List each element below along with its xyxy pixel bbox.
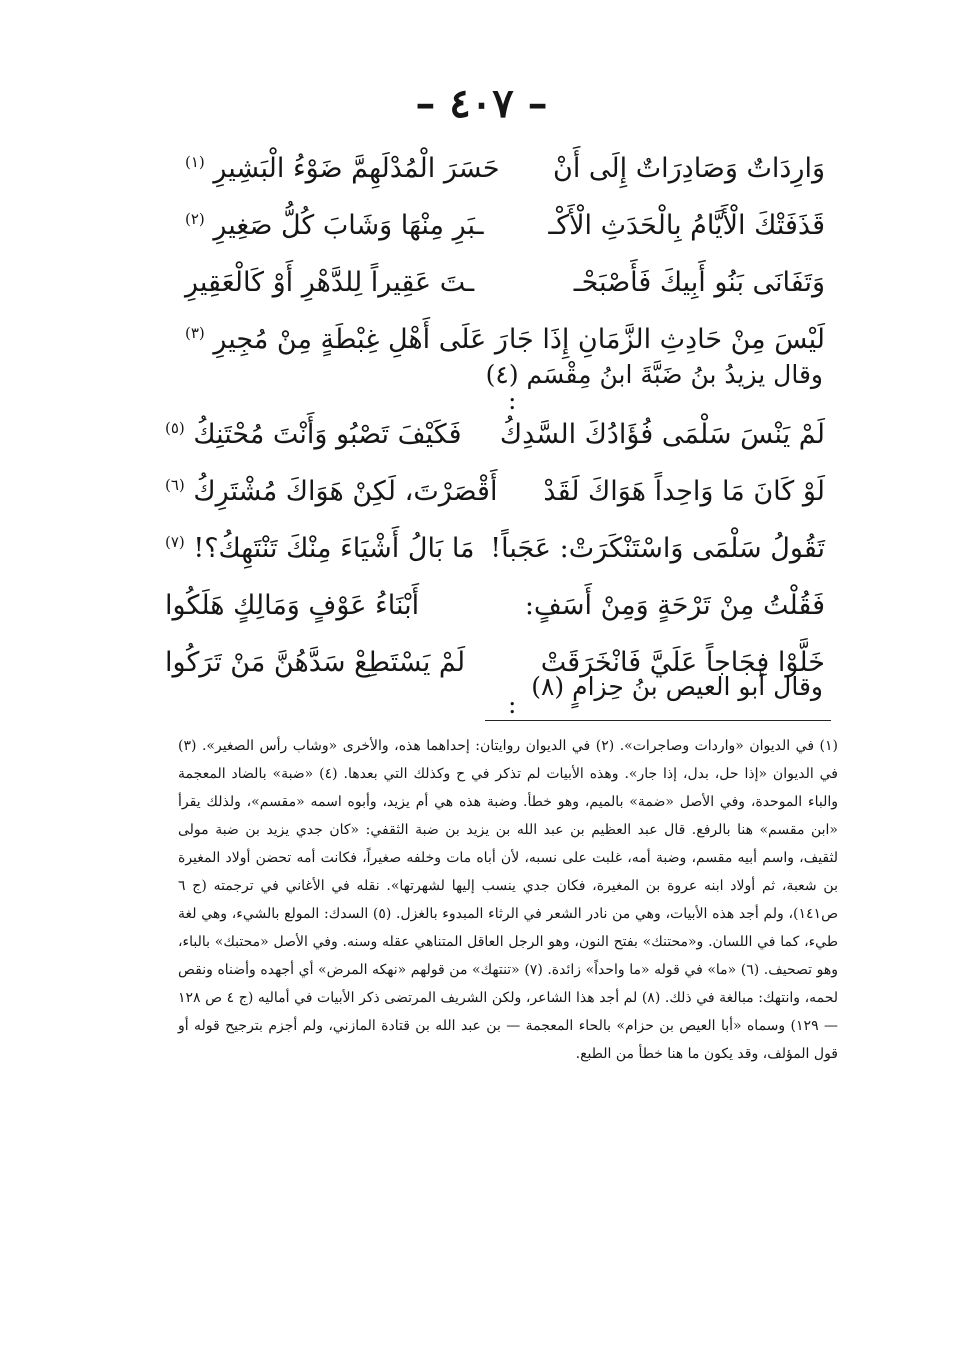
verse-first-hemistich: وَارِدَاتٌ وَصَادِرَاتٌ إِلَى أَنْ	[552, 153, 825, 184]
footnote-divider	[485, 720, 831, 721]
verse-first-hemistich: فَقُلْتُ مِنْ تَرْحَةٍ وَمِنْ أَسَفٍ:	[524, 590, 825, 621]
verse	[185, 140, 825, 197]
verse	[165, 463, 825, 520]
verse	[185, 197, 825, 254]
footnote-marker: (٦)	[165, 476, 185, 494]
hemistich-text: رَ عَلَى أَهْلِ غِبْطَةٍ مِنْ مُجِيرِ	[213, 324, 508, 355]
footnotes-text: (١) في الديوان «واردات وصاجرات». (٢) في الديوان روايتان: إحداهما هذه، والأخرى «وشاب رأس الصغير». (٣) في الديوان «إذا حل، بدل، إذا جار». وهذه الأبيات لم تذكر في ح وكذلك التي بعدها. (٤) «ضبة» بالضاد المعجمة والباء الموحدة، وفي الأصل «ضمة» بالميم، وهو خطأ. وضبة هذه هي أم يزيد، وأبوه اسمه «مقسم»، ولذلك يقرأ «ابن مقسم» هنا بالرفع. قال عبد العظيم بن عبد الله بن يزيد بن ضبة الثقفي: «كان جدي يزيد بن ضبة مولى لثقيف، واسم أبيه مقسم، وضبة أمه، غلبت على نسبه، لأن أباه مات وخلفه صغيراً، فكانت أمه تحضن أولاد المغيرة بن شعبة، ثم أولاد ابنه عروة بن المغيرة، فكان جدي ينسب إليها لشهرتها». نقله في الأغاني في ترجمته (ج ٦ ص١٤١)، ولم أجد هذه الأبيات، وهي من نادر الشعر في الرثاء المبدوء بالغزل. (٥) السدك: المولع بالشيء، وهي لغة طيء، كما في اللسان. و«محتنك» بفتح النون، وهو الرجل العاقل المتناهي عقله وسنه. وفي الأصل «محتبك» بالباء، وهو تصحيف. (٦) «ما» في قوله «ما واحداً» زائدة. (٧) «تنتهك» من قولهم «نهكه المرض» أي أجهده وأضناه ونقص لحمه، وانتهك: مبالغة في ذلك. (٨) لم أجد هذا الشاعر، ولكن الشريف المرتضى ذكر الأبيات في أماليه (ج ٤ ص ١٢٨ — ١٢٩) وسماه «أبا العيص بن حزام» بالحاء المعجمة — بن عبد الله بن قتادة المازني، ولم أجزم بترجيح قوله أو قول المؤلف، وقد يكون ما هنا خطأ من الطبع.	[178, 738, 838, 1062]
verse-second-hemistich	[185, 267, 474, 298]
verse-first-hemistich: قَذَفَتْكَ الْأَيَّامُ بِالْحَدَثِ الْأَكْـ	[548, 210, 825, 241]
verse-second-hemistich	[165, 419, 462, 450]
footnote-marker: (٢)	[185, 210, 205, 228]
hemistich-text: فَكَيْفَ تَصْبُو وَأَنْتَ مُحْتَنِكُ	[193, 419, 462, 450]
hemistich-text: أَبْنَاءُ عَوْفٍ وَمَالِكٍ هَلَكُوا	[165, 590, 420, 621]
verse	[165, 577, 825, 634]
poem-1	[185, 140, 825, 368]
verse-first-hemistich: وَتَفَانَى بَنُو أَبِيكَ فَأَصْبَحْـ	[573, 267, 825, 298]
footnote-marker: (٣)	[185, 324, 205, 342]
footnote-marker: (١)	[185, 153, 205, 171]
verse-first-hemistich: لَوْ كَانَ مَا وَاحِداً هَوَاكَ لَقَدْ	[543, 476, 825, 507]
verse-second-hemistich	[165, 647, 465, 678]
verse	[165, 406, 825, 463]
hemistich-text: أَقْصَرْتَ، لَكِنْ هَوَاكَ مُشْتَرِكُ	[193, 476, 498, 507]
poem-2-introduction: وقال يزيدُ بنُ ضَبَّةَ ابنُ مِقْسَم (٤)	[485, 360, 823, 389]
verse	[185, 254, 825, 311]
poem-3-introduction: وقال أبو العيص بنُ حِزامٍ (٨)	[531, 672, 823, 701]
page-number: – ٤٠٧ –	[415, 80, 548, 127]
verse-first-hemistich: لَيْسَ مِنْ حَادِثِ الزَّمَانِ إِذَا جَا	[508, 324, 825, 355]
verse-second-hemistich	[185, 210, 484, 241]
footnotes	[178, 732, 838, 1068]
verse-second-hemistich	[165, 590, 419, 621]
hemistich-text: مَا بَالُ أَشْيَاءَ مِنْكَ تَنْتَهِكُ؟!	[193, 533, 475, 564]
verse	[165, 520, 825, 577]
introduction-colon: :	[508, 690, 517, 719]
verse-second-hemistich	[185, 324, 508, 355]
introduction-colon: :	[508, 386, 517, 415]
verse-first-hemistich: تَقُولُ سَلْمَى وَاسْتَنْكَرَتْ: عَجَباً!	[490, 533, 825, 564]
verse-second-hemistich	[165, 476, 497, 507]
hemistich-text: ـبَرِ مِنْهَا وَشَابَ كُلُّ صَغِيرِ	[213, 210, 484, 241]
verse-second-hemistich	[165, 533, 475, 564]
footnote-marker: (٥)	[165, 419, 185, 437]
verse-first-hemistich: لَمْ يَنْسَ سَلْمَى فُؤَادُكَ السَّدِكُ	[499, 419, 825, 450]
footnote-marker: (٧)	[165, 533, 185, 551]
hemistich-text: لَمْ يَسْتَطِعْ سَدَّهُنَّ مَنْ تَرَكُوا	[165, 647, 466, 678]
verse-second-hemistich	[185, 153, 500, 184]
hemistich-text: حَسَرَ الْمُدْلَهِمَّ ضَوْءُ الْبَشِيرِ	[213, 153, 500, 184]
poem-2	[165, 406, 825, 691]
hemistich-text: ـتَ عَقِيراً لِلدَّهْرِ أَوْ كَالْعَقِيرِ	[185, 267, 475, 298]
verse-first-hemistich: خَلَّوْا فِجَاجاً عَلَيَّ فَانْخَرَقَتْ	[540, 647, 825, 678]
